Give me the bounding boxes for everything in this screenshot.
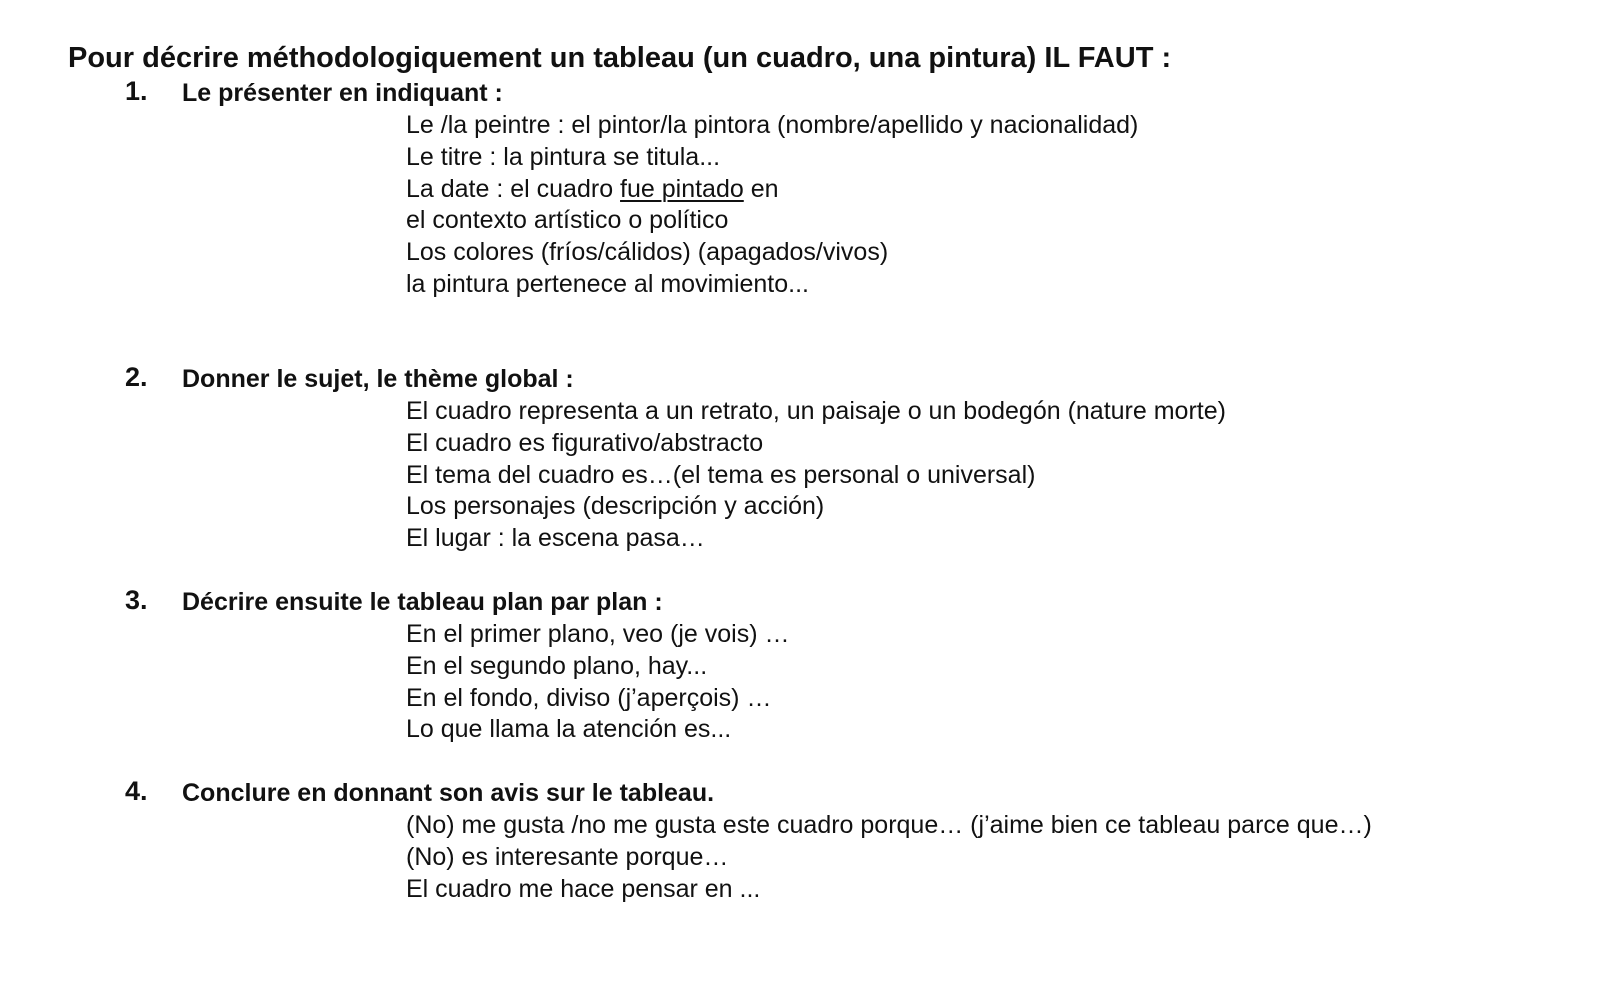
list-item: El cuadro es figurativo/abstracto: [406, 428, 764, 457]
list-item: El cuadro me hace pensar en ...: [406, 874, 761, 903]
list-item: Los colores (fríos/cálidos) (apagados/vivos): [406, 238, 889, 267]
section-lines: [406, 110, 1138, 301]
line-text: en: [743, 174, 779, 203]
list-item: el contexto artístico o político: [406, 206, 729, 235]
section-number: 2.: [125, 362, 148, 392]
list-item: (No) es interesante porque…: [406, 842, 729, 871]
list-item: la pintura pertenece al movimiento...: [406, 269, 809, 298]
list-item: En el primer plano, veo (je vois) …: [406, 620, 790, 648]
section-heading: Le présenter en indiquant :: [182, 79, 503, 107]
underlined-phrase: fue pintado: [620, 174, 744, 203]
list-item: Los personajes (descripción y acción): [406, 492, 825, 521]
section-number: 3.: [125, 585, 148, 615]
section-lines: [406, 396, 1226, 555]
list-item: Lo que llama la atención es...: [406, 715, 732, 744]
section-lines: [406, 810, 1372, 905]
list-item: El lugar : la escena pasa…: [406, 524, 705, 553]
line-text: La date : el cuadro: [406, 174, 621, 203]
list-item: En el segundo plano, hay...: [406, 651, 708, 680]
section-heading: Donner le sujet, le thème global :: [182, 365, 574, 393]
list-item: Le /la peintre : el pintor/la pintora (nombre/apellido y nacionalidad): [406, 111, 1139, 139]
section-lines: [406, 619, 789, 746]
section-number: 1.: [125, 76, 148, 106]
list-item: [406, 174, 1138, 206]
list-item: El tema del cuadro es…(el tema es personal o universal): [406, 460, 1036, 489]
list-item: El cuadro representa a un retrato, un paisaje o un bodegón (nature morte): [406, 397, 1226, 425]
list-item: Le titre : la pintura se titula...: [406, 142, 721, 171]
section-heading: Conclure en donnant son avis sur le tableau.: [182, 779, 715, 807]
page-title: Pour décrire méthodologiquement un tableau (un cuadro, una pintura) IL FAUT :: [68, 42, 1172, 74]
list-item: (No) me gusta /no me gusta este cuadro porque… (j’aime bien ce tableau parce que…): [406, 811, 1372, 839]
list-item: En el fondo, diviso (j’aperçois) …: [406, 683, 772, 712]
section-number: 4.: [125, 776, 148, 806]
section-heading: Décrire ensuite le tableau plan par plan :: [182, 588, 663, 616]
